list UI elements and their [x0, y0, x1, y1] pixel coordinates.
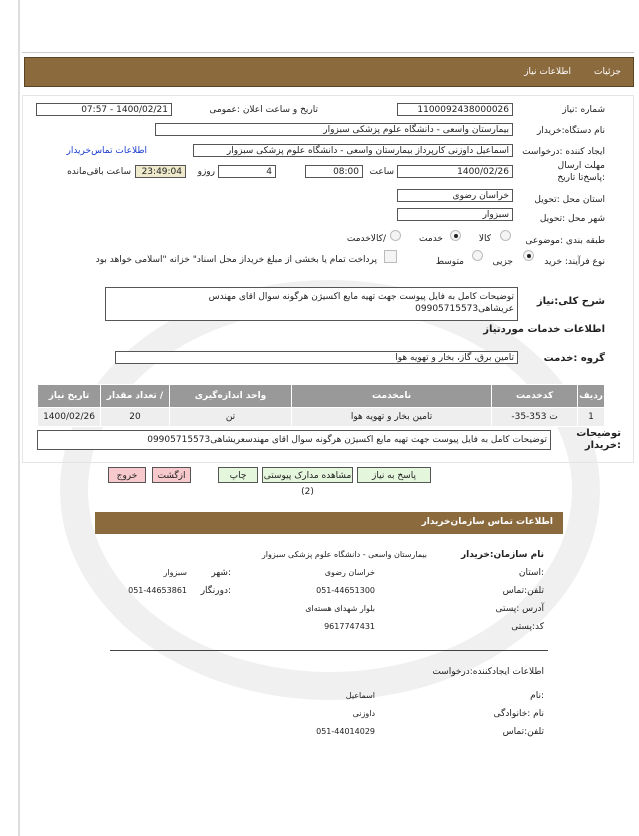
print-button[interactable]: چاپ	[218, 467, 258, 483]
minor-label: جزیی	[492, 257, 513, 267]
radio-minor[interactable]	[523, 250, 534, 261]
tab-need-info[interactable]: اطلاعات نیاز	[524, 67, 571, 77]
category-label: طبقه بندی :موضوعی	[525, 236, 605, 246]
fax-value: 051-44653861	[128, 586, 187, 595]
city-field: سبزوار	[397, 208, 513, 221]
buyer-contact-link[interactable]: اطلاعات تماس‌خریدار	[66, 146, 147, 156]
medium-label: متوسط	[435, 257, 464, 267]
group-field: تامین برق، گاز، بخار و تهویه هوا	[115, 351, 518, 364]
address-label: آدرس :پستی	[495, 604, 544, 614]
province-field: خراسان رضوی	[397, 189, 513, 202]
postal-value: 9617747431	[324, 622, 375, 631]
announce-label: تاریخ و ساعت اعلان :عمومی	[209, 105, 318, 115]
city-label-2: :شهر	[211, 568, 231, 578]
services-table	[37, 384, 605, 427]
table-row	[38, 408, 605, 427]
group-label: گروه :خدمت	[543, 353, 605, 364]
province-value: خراسان رضوی	[324, 568, 375, 577]
payment-checkbox[interactable]	[384, 250, 397, 263]
buyer-notes-field: توضیحات کامل به فایل پیوست جهت تهیه مایع اکسیژن هرگونه سوال اقای مهندسعریشاهی09905715573	[37, 430, 551, 450]
days-field: 4	[218, 165, 276, 178]
radio-medium[interactable]	[472, 250, 483, 261]
cell-unit: تن	[170, 408, 292, 427]
divider	[22, 52, 634, 53]
address-value: بلوار شهدای هسته‌ای	[305, 604, 375, 613]
cell-row: 1	[578, 408, 605, 427]
remaining-time-field: 23:49:04	[135, 165, 186, 178]
remaining-label: ساعت باقی‌مانده	[67, 167, 131, 177]
desc-label: شرح کلی:نیاز	[536, 296, 605, 307]
payment-note: پرداخت تمام یا بخشی از مبلغ خریداز محل اسناد" خزانه "اسلامی خواهد بود	[95, 255, 377, 265]
buyer-org-field: بیمارستان واسعی - دانشگاه علوم پزشکی سبزوار	[155, 123, 513, 136]
contact-title: اطلاعات تماس سازمان‌خریدار	[421, 517, 553, 527]
attachments-button[interactable]: مشاهده مدارک پیوستی (2)	[262, 467, 353, 483]
exit-button[interactable]: خروج	[108, 467, 146, 483]
contact-header	[95, 512, 563, 534]
time-label: ساعت	[369, 167, 394, 177]
radio-goods-service[interactable]	[390, 230, 401, 241]
deadline-date-field: 1400/02/26	[397, 165, 513, 178]
service-label: خدمت	[419, 234, 443, 244]
phone-value: 051-44651300	[316, 586, 375, 595]
creator-phone-value: 051-44014029	[316, 727, 375, 736]
announce-field: 1400/02/21 - 07:57	[36, 103, 172, 116]
divider	[110, 650, 548, 651]
page-header	[24, 57, 634, 87]
name-value: اسماعیل	[345, 691, 375, 700]
cell-qty: 20	[101, 408, 170, 427]
cell-date: 1400/02/26	[38, 408, 101, 427]
radio-service[interactable]	[450, 230, 461, 241]
postal-label: کد:پستی	[511, 622, 544, 632]
radio-goods[interactable]	[500, 230, 511, 241]
tab-details[interactable]: جزئیات	[594, 67, 621, 77]
creator-info-title: اطلاعات ایجادکننده:درخواست	[432, 667, 544, 677]
col-date: تاریخ نیاز	[38, 385, 101, 408]
creator-label: ایجاد کننده :درخواست	[522, 147, 605, 157]
col-name: نامخدمت	[292, 385, 492, 408]
col-unit: واحد اندازه‌گیری	[170, 385, 292, 408]
services-title: اطلاعات خدمات موردنیاز	[483, 324, 605, 335]
creator-phone-label: تلفن:تماس	[502, 727, 544, 737]
reply-button[interactable]: پاسخ به نیاز	[357, 467, 431, 483]
need-number-label: شماره :نیاز	[562, 105, 605, 115]
buyer-notes-label: توضیحات :خریدار	[576, 428, 621, 451]
col-code: کدخدمت	[492, 385, 578, 408]
creator-field: اسماعیل داوزنی کارپرداز بیمارستان واسعی - دانشگاه علوم پزشکی سبزوار	[193, 144, 513, 157]
desc-field: توضیحات کامل به فایل پیوست جهت تهیه مایع اکسیژن هرگونه سوال اقای مهندس عریشاهی09905715573	[105, 287, 518, 321]
col-qty: / تعداد مقدار	[101, 385, 170, 408]
goods-service-label: /کالاخدمت	[346, 234, 386, 244]
org-value: بیمارستان واسعی - دانشگاه علوم پزشکی سبزوار	[261, 550, 427, 559]
need-number-field: 1100092438000026	[397, 103, 513, 116]
fax-label: :دورنگار	[200, 586, 231, 596]
city-value: سبزوار	[163, 568, 187, 577]
process-label: نوع فرآیند: خرید	[544, 257, 605, 267]
scrollbar-track	[18, 0, 20, 836]
deadline-time-field: 08:00	[305, 165, 363, 178]
province-label: استان محل :تحویل	[534, 195, 605, 205]
cell-code: ت 353-35-	[492, 408, 578, 427]
deadline-label: مهلت ارسال :پاسخ‌تا تاریخ	[557, 161, 605, 183]
col-row: ردیف	[578, 385, 605, 408]
goods-label: کالا	[478, 234, 491, 244]
phone-label: تلفن:تماس	[502, 586, 544, 596]
days-label: روزو	[197, 167, 215, 177]
cell-name: تامین بخار و تهویه هوا	[292, 408, 492, 427]
city-label: شهر محل :تحویل	[539, 214, 605, 224]
back-button[interactable]: ازگشت	[152, 467, 191, 483]
family-value: داوزنی	[352, 709, 375, 718]
family-label: نام :خانوادگی	[493, 709, 544, 719]
org-label: نام سازمان:خریدار	[460, 550, 544, 560]
table-header	[38, 385, 605, 408]
buyer-org-label: نام دستگاه:خریدار	[536, 126, 605, 136]
name-label: :نام	[530, 691, 544, 701]
province-label-2: :استان	[518, 568, 544, 578]
